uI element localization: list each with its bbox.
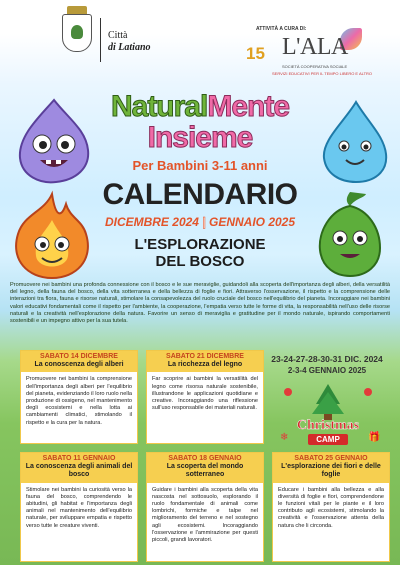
camp-dates — [268, 354, 386, 375]
header — [0, 0, 400, 80]
camp-dates-january: 2-3-4 GENNAIO 2025 — [287, 366, 367, 375]
title-insieme: Insieme — [147, 121, 253, 154]
age-subtitle: Per Bambini 3-11 anni — [132, 158, 268, 173]
latiano-label: di Latiano — [108, 42, 151, 53]
card-date: SABATO 21 DICEMBRE — [166, 353, 244, 360]
card-body: Stimolare nei bambini la curiosità verso la fauna del bosco, comprendendo le abitudini, gli habitat e l'importanza degli animali nel mantenimento dell'equilibrio naturale, per sviluppare empatia e rispetto verso tutte le creature viventi. — [26, 486, 132, 529]
card-header — [21, 351, 137, 372]
card-date: SABATO 25 GENNAIO — [294, 455, 368, 462]
ala-caption: ATTIVITÀ A CURA DI: — [256, 26, 307, 32]
card-title: La ricchezza del legno — [167, 361, 243, 369]
card-title: La conoscenza degli alberi — [34, 361, 124, 369]
card-date: SABATO 14 DICEMBRE — [40, 353, 118, 360]
card-header — [147, 351, 263, 372]
svg-text:🎁: 🎁 — [368, 432, 381, 443]
svg-text:❄: ❄ — [280, 432, 289, 443]
card-title: L'esplorazione dei fiori e delle foglie — [281, 463, 381, 479]
activity-card — [272, 452, 390, 562]
activity-card — [20, 452, 138, 562]
card-title: La conoscenza degli animali del bosco — [25, 463, 133, 479]
card-body: Educare i bambini alla bellezza e alla diversità di foglie e fiori, comprendendone le funzioni vitali per le piante e il loro contributo agli ecosistemi, stimolando la creatività e l'osservazione attenta della natura che li circonda. — [278, 486, 384, 529]
calendar-heading: CALENDARIO — [102, 178, 298, 211]
coat-of-arms-icon — [62, 14, 92, 52]
title-naturalmente — [0, 92, 400, 122]
card-date: SABATO 18 GENNAIO — [168, 455, 242, 462]
month-december: DICEMBRE 2024 — [104, 215, 199, 229]
card-header — [147, 453, 263, 483]
card-header — [21, 453, 137, 483]
card-date: SABATO 11 GENNAIO — [42, 455, 116, 462]
divider — [100, 18, 101, 62]
activity-card — [20, 350, 138, 444]
months-line — [0, 215, 400, 229]
ala-subtitle: SOCIETÀ COOPERATIVA SOCIALE — [282, 64, 348, 69]
card-body: Far scoprire ai bambini la versatilità del legno come risorsa naturale sostenibile, illustrandone le applicazioni quotidiane e creative. Incoraggiando una riflessione sull'uso responsabile dei materiali naturali. — [152, 376, 258, 412]
card-title: La scoperta del mondo sotterraneo — [166, 463, 244, 479]
ala-tagline: SERVIZI EDUCATIVI PER IL TEMPO LIBERO E ALTRO — [272, 71, 373, 76]
month-january: GENNAIO 2025 — [209, 215, 296, 229]
theme-line-2: DEL BOSCO — [155, 253, 245, 270]
theme-line-1: L'ESPLORAZIONE — [134, 236, 266, 253]
citta-label: Città — [108, 30, 128, 41]
months-separator: | — [198, 215, 209, 229]
activity-card — [146, 452, 264, 562]
card-header — [273, 453, 389, 483]
theme-title — [0, 236, 400, 270]
camp-subtitle: CAMP — [308, 434, 348, 445]
christmas-camp-badge — [272, 382, 384, 448]
card-body: Guidare i bambini alla scoperta della vita nascosta nel sottosuolo, esplorando il ruolo fondamentale di animali come lombrichi, formiche e talpe nel miglioramento del terreno e nel sostegno agli ecosistemi. Incoraggiando l'osservazione e l'ammirazione per questi piccoli, grandi lavoratori. — [152, 486, 258, 544]
municipality-name — [108, 30, 151, 54]
ala-logo-text: L'ALA — [282, 34, 348, 60]
intro-paragraph: Promuovere nei bambini una profonda connessione con il bosco e le sue meraviglie, guidandoli alla scoperta dell'importanza degli alberi, della versatilità del legno, della fauna del bosco, della vita sotterranea e della bellezza di foglie e fiori. Attraverso l'osservazione, il rispetto e la comprensione delle interazioni tra flora, fauna e risorse naturali, stimolare la consapevolezza del ruolo cruciale del bosco nell'equilibrio del pianeta. Incoraggiare nei bambini valori educativi fondamentali come il rispetto per l'ambiente, la cooperazione, l'empatia verso tutte le forme di vita, la responsabilità nell'uso delle risorse naturali e la creatività nell'esplorazione della natura. Favorire un senso di meraviglia e gratitudine per il mondo naturale, ispirando comportamenti sostenibili e un impegno attivo per la sua tutela. — [10, 282, 390, 325]
title-mente: Mente — [207, 90, 290, 123]
camp-title: Christmas — [296, 418, 360, 433]
activity-card — [146, 350, 264, 444]
ala-anniversary: 15 — [246, 44, 265, 63]
title-natural: Natural — [110, 90, 208, 123]
camp-dates-december: 23-24-27-28-30-31 DIC. 2024 — [271, 354, 383, 364]
card-body: Promuovere nei bambini la comprensione dell'importanza degli alberi per l'equilibrio del pianeta, evidenziando il loro ruolo nella produzione di ossigeno, nel mantenimento degli ecosistemi e nella lotta ai cambiamenti climatici, stimolando il rispetto e la cura per la natura. — [26, 376, 132, 426]
